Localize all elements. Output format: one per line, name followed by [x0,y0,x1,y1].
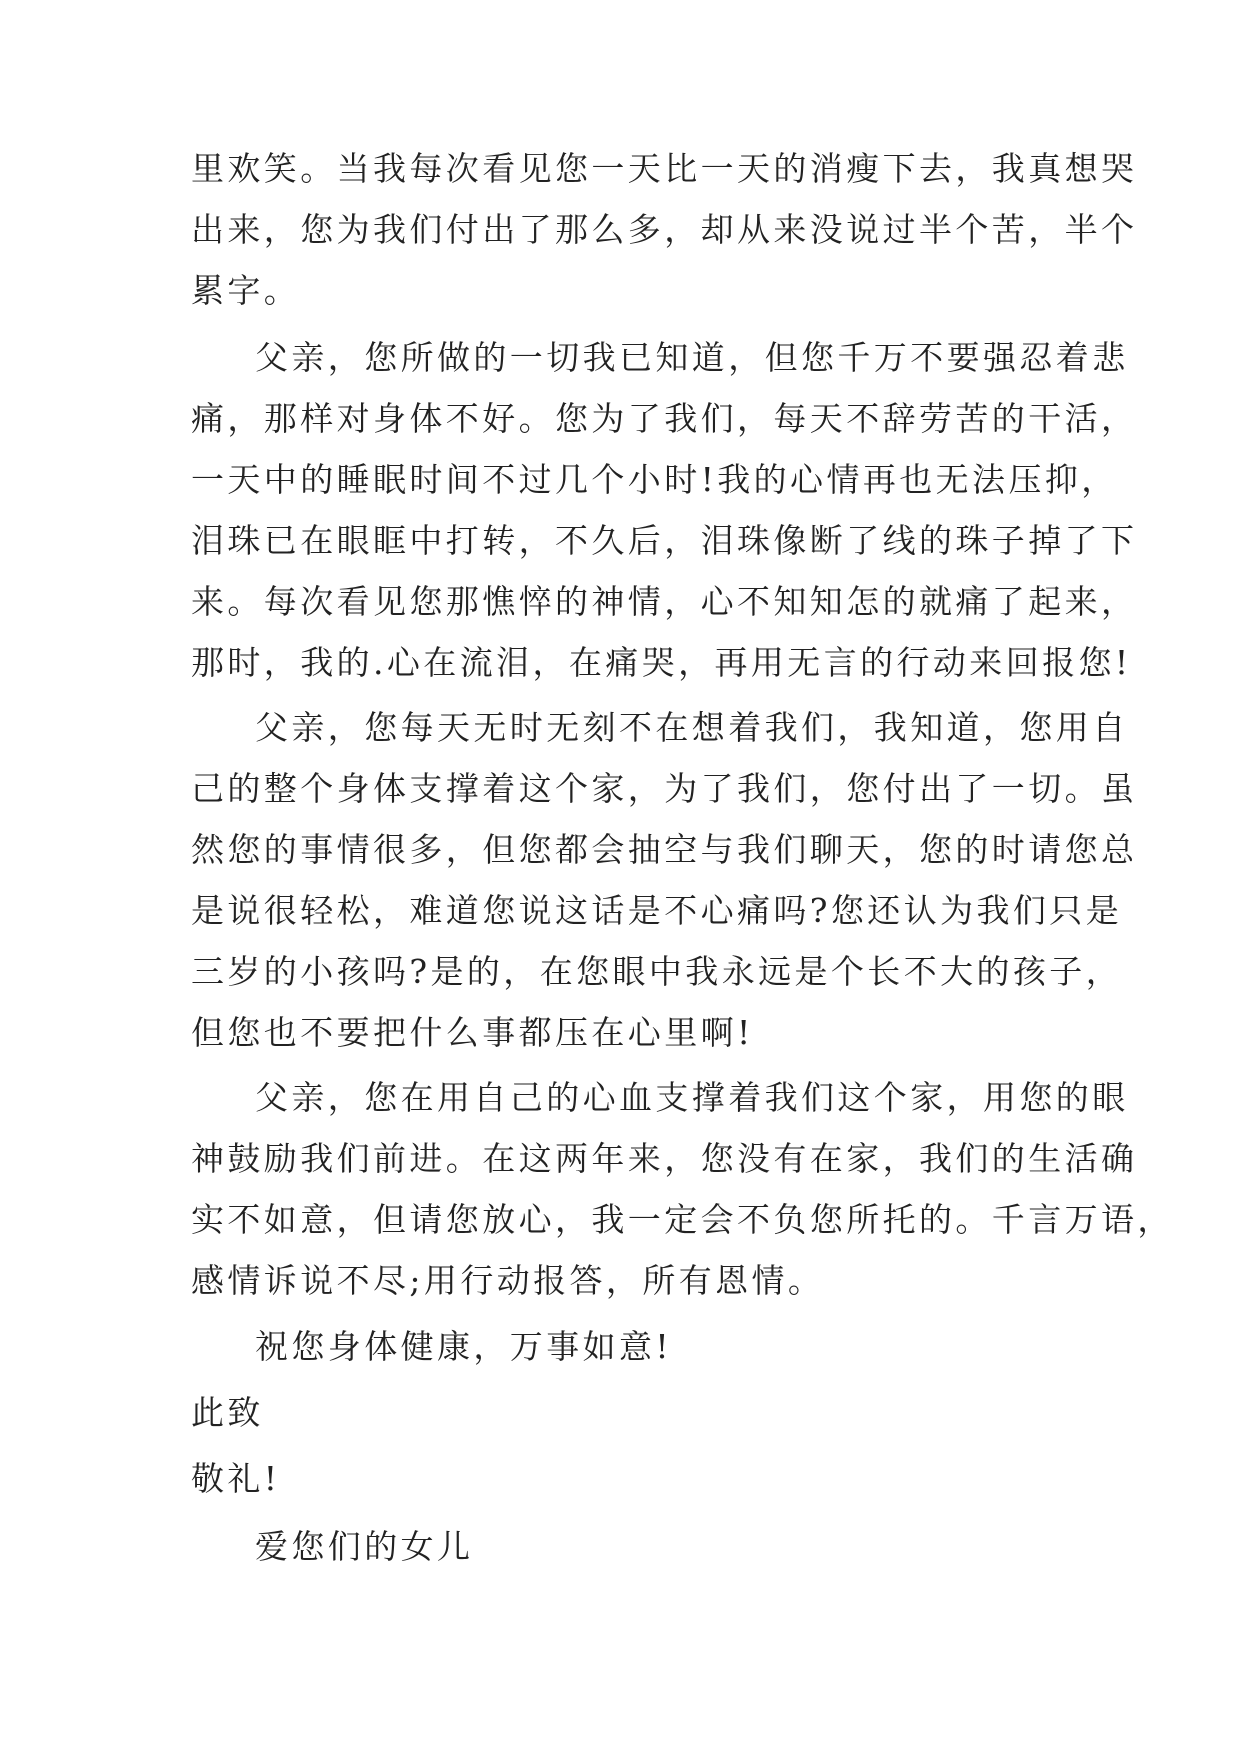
text-line: 出来，您为我们付出了那么多，却从来没说过半个苦，半个 [191,210,1138,249]
paragraph-first-line: 父亲，您所做的一切我已知道，但您千万不要强忍着悲 [255,338,1129,377]
salutation-line: 敬礼! [191,1459,281,1498]
text-line: 感情诉说不尽;用行动报答，所有恩情。 [191,1261,825,1300]
closing-wish: 祝您身体健康，万事如意! [255,1327,673,1366]
text-line: 然您的事情很多，但您都会抽空与我们聊天，您的时请您总 [191,830,1138,869]
text-line: 来。每次看见您那憔悴的神情，心不知知怎的就痛了起来， [191,582,1138,621]
text-line: 里欢笑。当我每次看见您一天比一天的消瘦下去，我真想哭 [191,149,1138,188]
text-line: 那时，我的.心在流泪，在痛哭，再用无言的行动来回报您! [191,643,1132,682]
text-line: 但您也不要把什么事都压在心里啊! [191,1013,754,1052]
text-line: 神鼓励我们前进。在这两年来，您没有在家，我们的生活确 [191,1139,1138,1178]
text-line: 是说很轻松，难道您说这话是不心痛吗?您还认为我们只是 [191,891,1123,930]
text-line: 一天中的睡眠时间不过几个小时!我的心情再也无法压抑， [191,460,1118,499]
text-line: 实不如意，但请您放心，我一定会不负您所托的。千言万语， [191,1200,1174,1239]
text-line: 己的整个身体支撑着这个家，为了我们，您付出了一切。虽 [191,769,1138,808]
text-line: 泪珠已在眼眶中打转，不久后，泪珠像断了线的珠子掉了下 [191,521,1138,560]
text-line: 三岁的小孩吗?是的，在您眼中我永远是个长不大的孩子， [191,952,1123,991]
text-line: 累字。 [191,271,301,310]
signature-line: 爱您们的女儿 [255,1527,474,1566]
paragraph-first-line: 父亲，您在用自己的心血支撑着我们这个家，用您的眼 [255,1078,1129,1117]
salutation-line: 此致 [191,1393,264,1432]
text-line: 痛，那样对身体不好。您为了我们，每天不辞劳苦的干活， [191,399,1138,438]
paragraph-first-line: 父亲，您每天无时无刻不在想着我们，我知道，您用自 [255,708,1129,747]
